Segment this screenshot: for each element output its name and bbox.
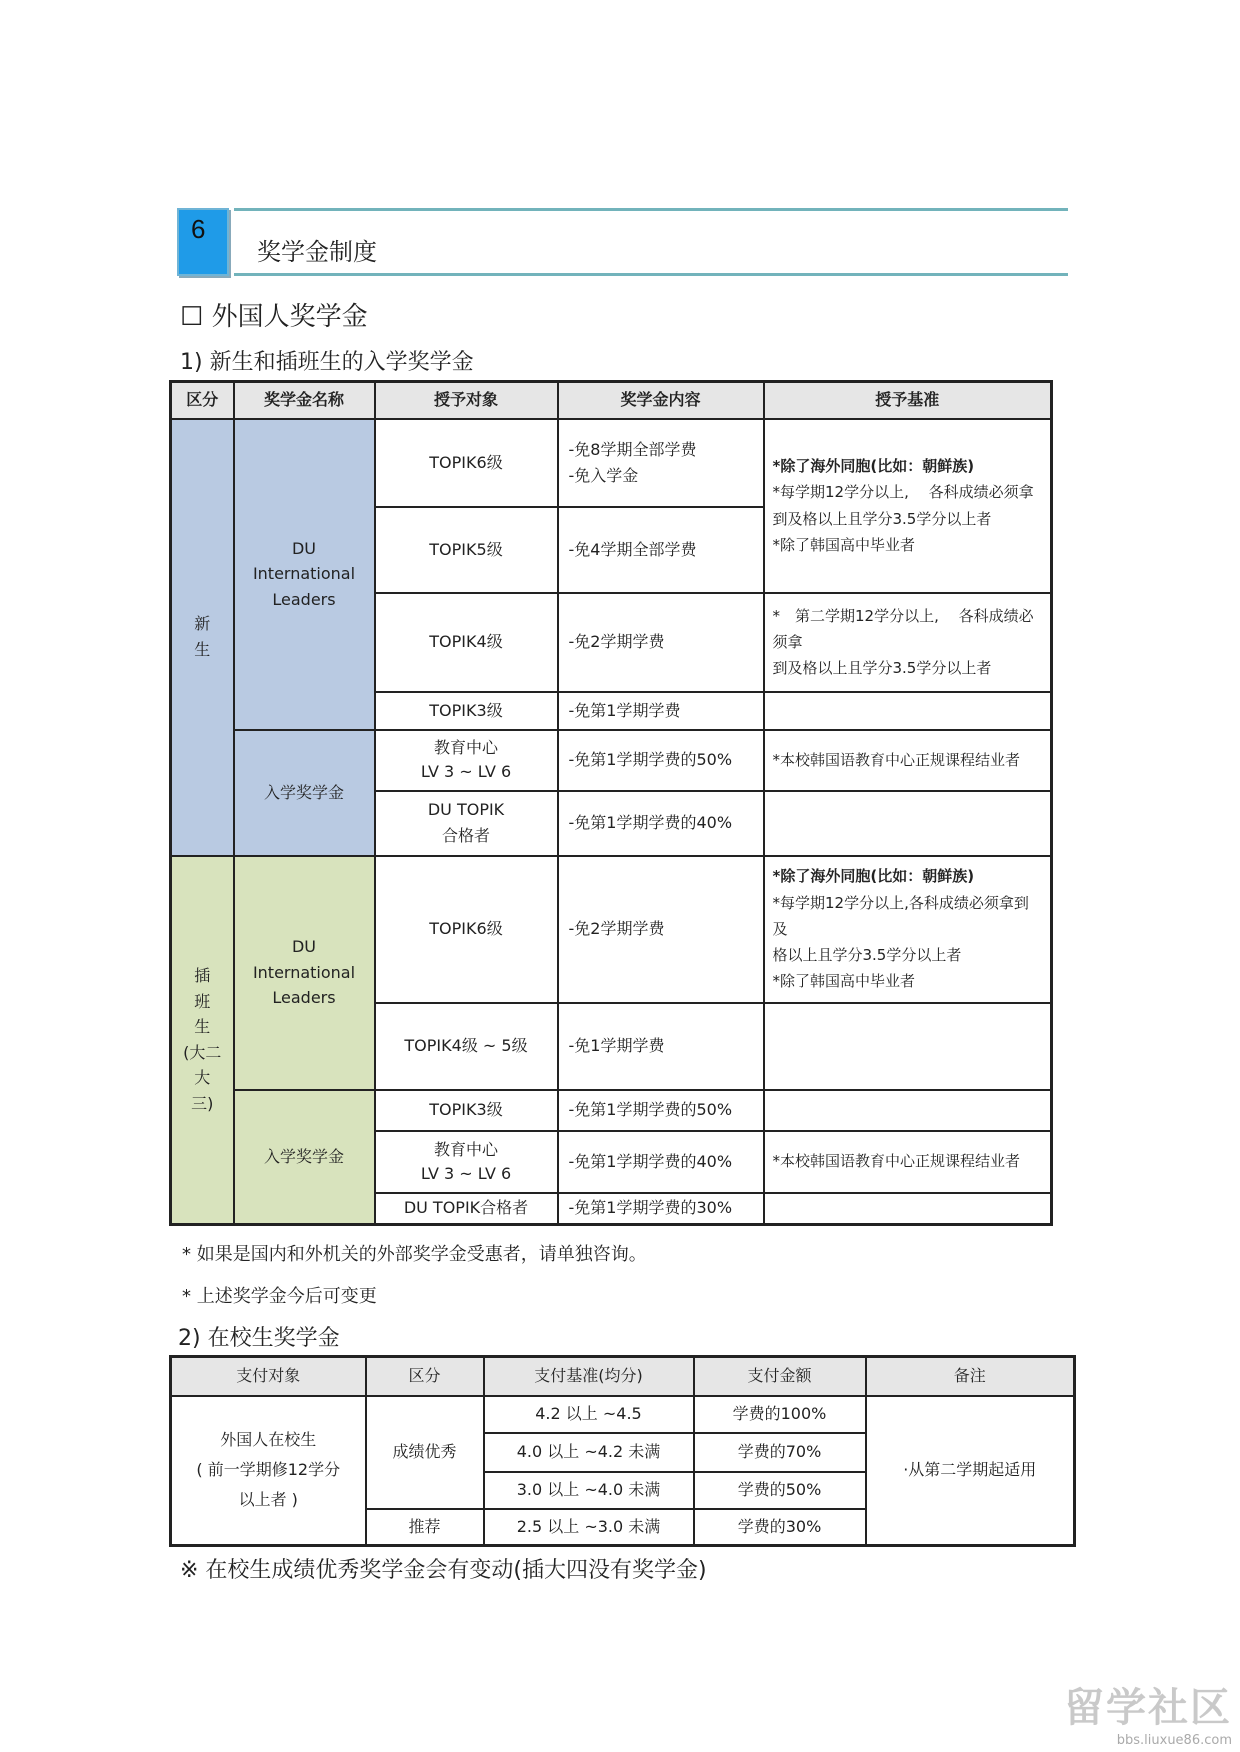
header-top-rule [234,208,1068,211]
section-number-badge: 6 [177,208,229,276]
amount-cell: 学费的70% [694,1433,866,1472]
content-cell: -免1学期学费 [558,1003,764,1090]
criteria-cell-empty [764,1090,1052,1131]
watermark-logo: 留学社区 [1064,1685,1232,1731]
column-header: 奖学金内容 [558,382,764,419]
range-cell: 4.2 以上 ~4.5 [484,1396,694,1433]
criteria-line: *除了海外同胞(比如：朝鲜族) [772,457,975,475]
scholarship-name: 入学奖学金 [234,1090,375,1225]
group-new-students: 新 生 [171,419,234,856]
column-header: 支付金额 [694,1357,866,1396]
target-cell: TOPIK3级 [375,1090,558,1131]
target-cell: 教育中心 LV 3 ~ LV 6 [375,730,558,791]
enrolled-scholarship-table [169,1355,1076,1547]
criteria-cell [764,856,1052,1003]
table-header-row [171,382,1052,419]
column-header: 区分 [171,382,234,419]
table-row [171,1090,1052,1131]
range-cell: 3.0 以上 ~4.0 未满 [484,1472,694,1509]
table-row [171,419,1052,507]
column-header: 支付对象 [171,1357,366,1396]
criteria-cell-empty [764,791,1052,856]
column-header: 授予对象 [375,382,558,419]
content-cell: -免8学期全部学费 -免入学金 [558,419,764,507]
content-cell: -免2学期学费 [558,856,764,1003]
criteria-cell: *本校韩国语教育中心正规课程结业者 [764,1131,1052,1193]
column-header: 奖学金名称 [234,382,375,419]
criteria-cell-empty [764,1193,1052,1225]
watermark [1064,1676,1232,1748]
scholarship-name: DU International Leaders [234,856,375,1090]
section-title: ☐ 外国人奖学金 [180,302,368,332]
target-cell: TOPIK4级 ~ 5级 [375,1003,558,1090]
content-cell: -免第1学期学费的50% [558,730,764,791]
criteria-line: *除了海外同胞(比如：朝鲜族) [772,867,975,886]
content-cell: -免第1学期学费的40% [558,791,764,856]
criteria-cell-empty [764,692,1052,730]
target-cell: DU TOPIK 合格者 [375,791,558,856]
note: * 如果是国内和外机关的外部奖学金受惠者，请单独咨询。 [182,1244,647,1265]
content-cell: -免第1学期学费的50% [558,1090,764,1131]
criteria-cell: * 第二学期12学分以上, 各科成绩必须拿 到及格以上且学分3.5学分以上者 [764,593,1052,692]
criteria-cell: *本校韩国语教育中心正规课程结业者 [764,730,1052,791]
criteria-line: *每学期12学分以上, 各科成绩必须拿到及格以上且学分3.5学分以上者 *除了韩国高中毕业者 [772,483,1034,554]
target-cell: DU TOPIK合格者 [375,1193,558,1225]
category-cell: 成绩优秀 [366,1396,484,1509]
header-bottom-rule [234,273,1068,276]
table-row [171,1396,1075,1433]
target-cell: TOPIK6级 [375,856,558,1003]
subsection-title-2: 2) 在校生奖学金 [178,1326,340,1351]
content-cell: -免第1学期学费 [558,692,764,730]
column-header: 授予基准 [764,382,1052,419]
remark-cell: ·从第二学期起适用 [866,1396,1075,1546]
criteria-cell-empty [764,1003,1052,1090]
amount-cell: 学费的30% [694,1509,866,1546]
group-transfer-students: 插 班 生 (大二 大 三) [171,856,234,1225]
table-header-row [171,1357,1075,1396]
range-cell: 4.0 以上 ~4.2 未满 [484,1433,694,1472]
criteria-line: *每学期12学分以上,各科成绩必须拿到及 格以上且学分3.5学分以上者 *除了韩国高中毕业者 [772,893,1029,991]
criteria-cell [764,419,1052,593]
range-cell: 2.5 以上 ~3.0 未满 [484,1509,694,1546]
subsection-title-1: 1) 新生和插班生的入学奖学金 [180,350,474,375]
footnote: ※ 在校生成绩优秀奖学金会有变动(插大四没有奖学金) [180,1558,707,1583]
target-cell: TOPIK4级 [375,593,558,692]
column-header: 区分 [366,1357,484,1396]
note: * 上述奖学金今后可变更 [182,1286,377,1307]
scholarship-name: DU International Leaders [234,419,375,730]
scholarship-name: 入学奖学金 [234,730,375,856]
column-header: 备注 [866,1357,1075,1396]
table-row [171,730,1052,791]
watermark-url: bbs.liuxue86.com [1116,1733,1232,1748]
amount-cell: 学费的50% [694,1472,866,1509]
column-header: 支付基准(均分) [484,1357,694,1396]
page-title: 奖学金制度 [257,238,377,266]
entrance-scholarship-table [169,380,1053,1226]
target-cell: TOPIK3级 [375,692,558,730]
target-cell: TOPIK6级 [375,419,558,507]
target-cell: 外国人在校生 ( 前一学期修12学分 以上者 ) [171,1396,366,1546]
content-cell: -免第1学期学费的40% [558,1131,764,1193]
content-cell: -免4学期全部学费 [558,507,764,593]
category-cell: 推荐 [366,1509,484,1546]
content-cell: -免2学期学费 [558,593,764,692]
target-cell: 教育中心 LV 3 ~ LV 6 [375,1131,558,1193]
amount-cell: 学费的100% [694,1396,866,1433]
table-row [171,856,1052,1003]
content-cell: -免第1学期学费的30% [558,1193,764,1225]
target-cell: TOPIK5级 [375,507,558,593]
